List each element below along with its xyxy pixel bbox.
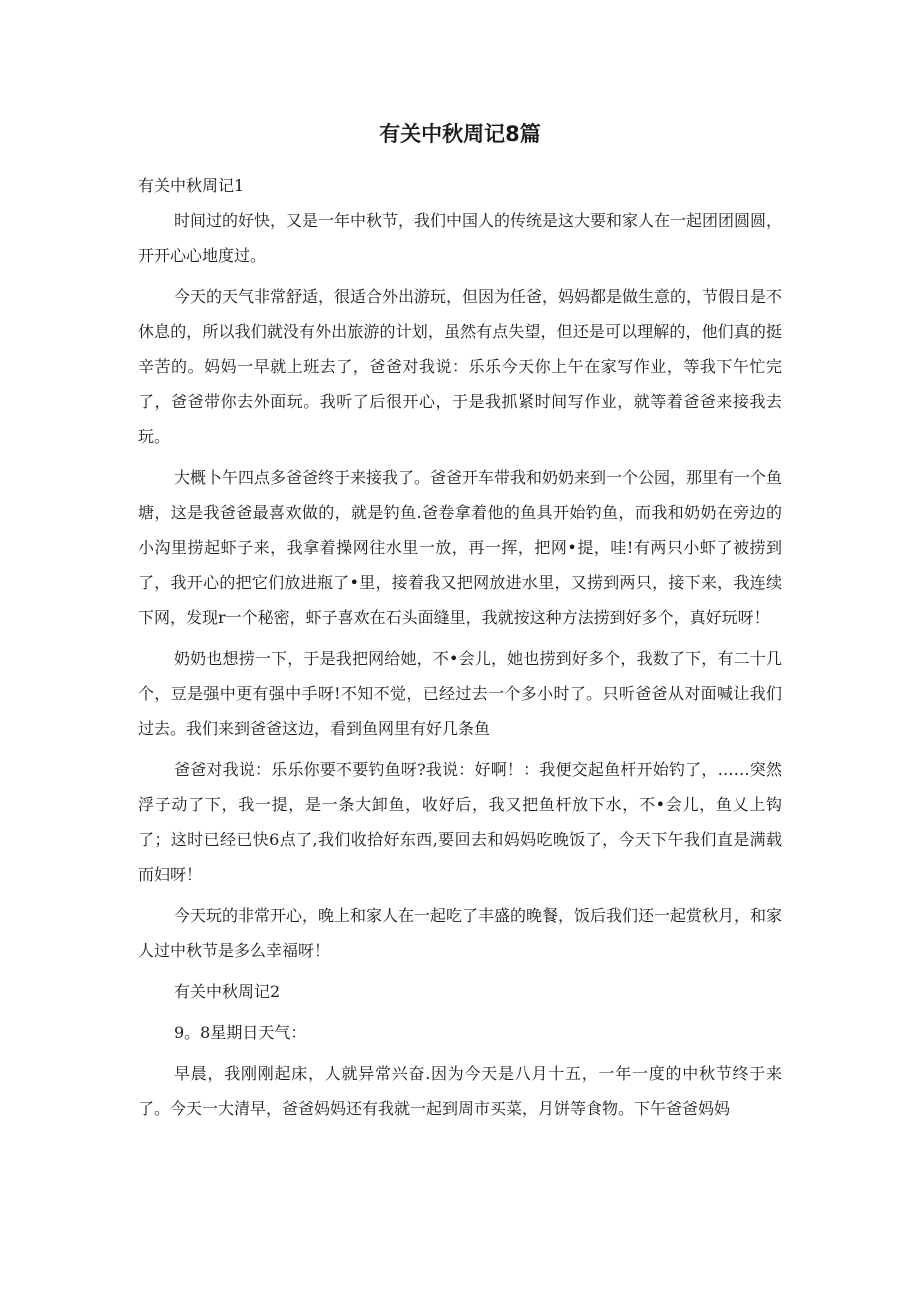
paragraph: 大概卜午四点多爸爸终于来接我了。爸爸开车带我和奶奶来到一个公园，那里有一个鱼塘，这是我爸爸最喜欢做的，就是钓鱼.爸卷拿着他的鱼具开始钓鱼，而我和奶奶在旁边的小沟里捞起虾子来，我拿着操网往水里一放，再一挥，把网•提，哇!有两只小虾了被捞到了，我开心的把它们放进瓶了•里，接着我又把网放进水里，又捞到两只，接下来，我连续下网，发现r一个秘密，虾子喜欢在石头面缝里，我就按这种方法捞到好多个，真好玩呀！ (138, 468, 783, 627)
paragraph: 时间过的好快，又是一年中秋节，我们中国人的传统是这大要和家人在一起团团圆圆，开开心心地度过。 (138, 211, 783, 265)
paragraph: 今天玩的非常开心，晚上和家人在一起吃了丰盛的晚餐，饭后我们还一起赏秋月，和家人过中秋节是多么幸福呀！ (138, 906, 783, 960)
section-heading-1: 有关中秋周记1 (138, 176, 245, 195)
document-body (138, 168, 782, 1126)
paragraph: 早晨，我刚刚起床，人就异常兴奋.因为今天是八月十五，一年一度的中秋节终于来了。今天一大清早，爸爸妈妈还有我就一起到周市买菜，月饼等食物。下午爸爸妈妈 (138, 1064, 782, 1118)
paragraph: 爸爸对我说：乐乐你要不要钓鱼呀?我说：好啊！：我便交起鱼杆开始钓了，……突然浮子动了下，我一提，是一条大卸鱼，收好后，我又把鱼杆放下水，不•会儿，鱼乂上钩了；这时已经已快6点了,我们收拾好东西,要回去和妈妈吃晚饭了，今天下午我们直是满载而妇呀！ (138, 760, 782, 884)
document-title: 有关中秋周记8篇 (379, 122, 541, 146)
paragraph: 今天的天气非常舒适，很适合外出游玩，但因为任爸，妈妈都是做生意的，节假日是不休息的，所以我们就没有外出旅游的计划，虽然有点失望，但还是可以理解的，他们真的挺辛苦的。妈妈一早就上班去了，爸爸对我说：乐乐今天你上午在家写作业，等我下午忙完了，爸爸带你去外面玩。我听了后很开心，于是我抓紧时间写作业，就等着爸爸来接我去玩。 (138, 287, 783, 446)
section-heading-2: 有关中秋周记2 (174, 982, 281, 1001)
date-weather-line: 9。8星期日天气： (174, 1023, 307, 1042)
paragraph: 奶奶也想捞一下，于是我把网给她，不•会儿，她也捞到好多个，我数了下，有二十几个，豆是强中更有强中手呀!不知不觉，已经过去一个多小时了。只听爸爸从对面喊让我们过去。我们来到爸爸这边，看到鱼网里有好几条鱼 (138, 649, 782, 738)
